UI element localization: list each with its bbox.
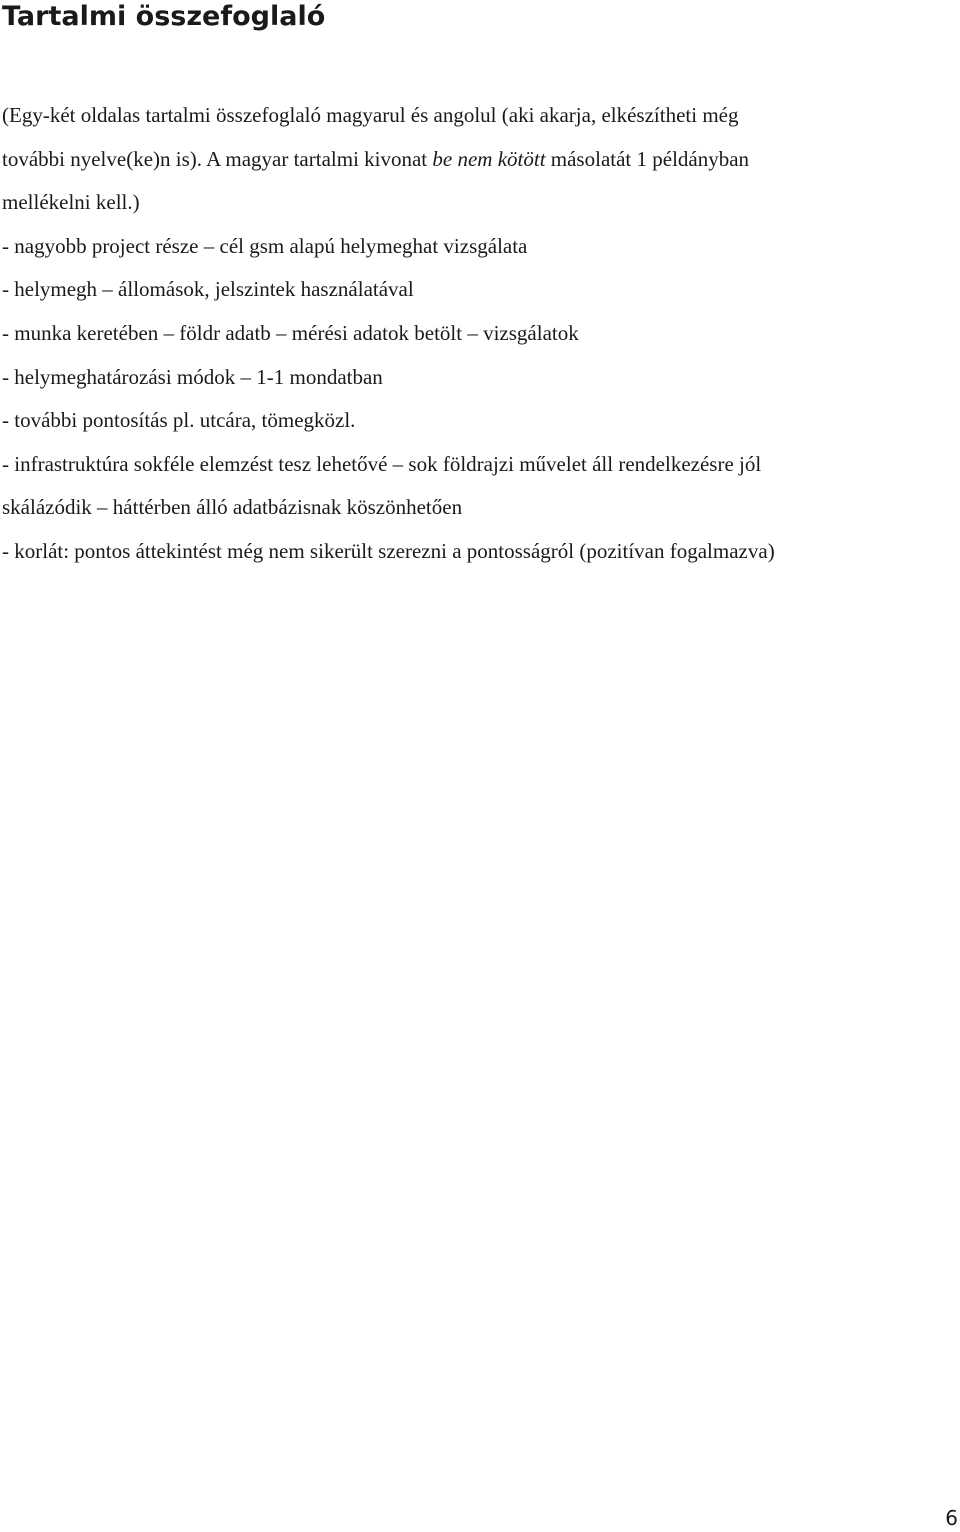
page-title: Tartalmi összefoglaló <box>2 1 326 32</box>
infrastructure-line-2: skálázódik – háttérben álló adatbázisnak köszönhetően <box>2 495 463 520</box>
list-item: - helymegh – állomások, jelszintek használatával <box>2 277 414 302</box>
limitation-paragraph <box>2 530 958 574</box>
intro-line-2-start: további nyelve(ke)n is). A magyar tartalmi kivonat <box>2 146 433 171</box>
intro-line-3: mellékelni kell.) <box>2 190 140 215</box>
bullet-list <box>2 225 958 443</box>
intro-line-2-end: másolatát 1 példányban <box>545 146 750 171</box>
intro-line-1: (Egy-két oldalas tartalmi összefoglaló magyarul és angolul (aki akarja, elkészítheti még <box>2 103 739 127</box>
list-item: - helymeghatározási módok – 1-1 mondatban <box>2 364 383 389</box>
intro-line-2 <box>2 138 958 182</box>
limitation-line: - korlát: pontos áttekintést még nem sikerült szerezni a pontosságról (pozitívan fogalmazva) <box>2 538 775 563</box>
infrastructure-paragraph <box>2 443 958 530</box>
summary-body <box>2 94 958 574</box>
list-item: - további pontosítás pl. utcára, tömegközl. <box>2 408 356 433</box>
intro-italic-phrase: be nem kötött <box>432 146 546 171</box>
page-number: 6 <box>945 1506 958 1530</box>
list-item: - nagyobb project része – cél gsm alapú helymeghat vizsgálata <box>2 233 528 258</box>
list-item: - munka keretében – földr adatb – mérési adatok betölt – vizsgálatok <box>2 320 579 345</box>
intro-paragraph <box>2 94 958 225</box>
infrastructure-line-1: - infrastruktúra sokféle elemzést tesz lehetővé – sok földrajzi művelet áll rendelkezésre jól <box>2 451 762 476</box>
